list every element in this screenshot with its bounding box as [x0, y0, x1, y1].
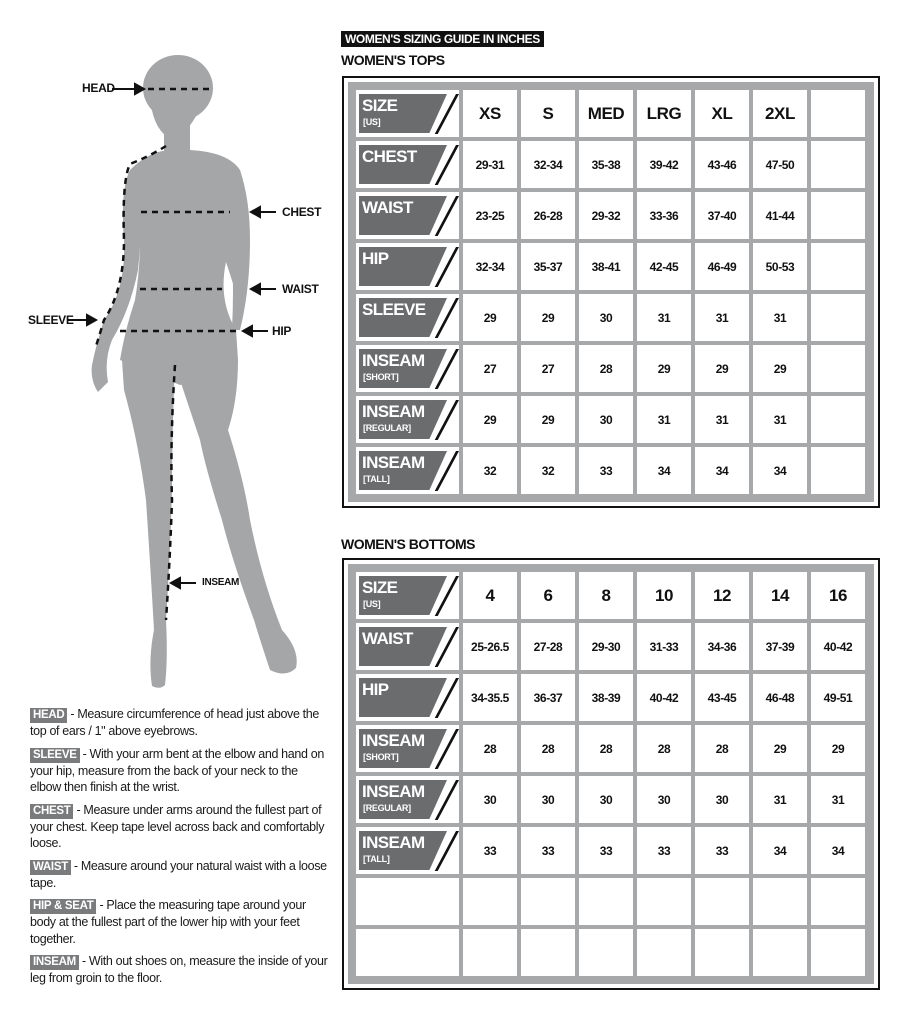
row-label-text: HIP — [362, 249, 389, 268]
measurement-cell: 30 — [579, 396, 633, 443]
measurement-cell: 40-42 — [811, 623, 865, 670]
measurement-cell — [695, 878, 749, 925]
bottoms-grid — [356, 572, 866, 976]
header-size-label — [356, 572, 459, 619]
row-label-text: SIZE — [362, 96, 398, 115]
measurement-cell — [811, 345, 865, 392]
measurement-instructions — [30, 706, 330, 993]
measurement-cell: 37-40 — [695, 192, 749, 239]
figure-label-inseam: INSEAM — [202, 577, 240, 588]
row-label-inseam — [356, 396, 459, 443]
measurement-cell: 38-39 — [579, 674, 633, 721]
instruction-chest: CHEST - Measure under arms around the fullest part of your chest. Keep tape level across back and comfortably loose. — [30, 802, 325, 850]
measurement-cell: 35-38 — [579, 141, 633, 188]
measurement-cell: 40-42 — [637, 674, 691, 721]
row-label-hip — [356, 243, 459, 290]
measurement-cell — [753, 929, 807, 976]
measurement-cell: 29 — [521, 294, 575, 341]
measurement-cell — [811, 141, 865, 188]
measurement-cell: 28 — [521, 725, 575, 772]
row-label-text: WAIST — [362, 198, 413, 217]
row-label-waist — [356, 623, 459, 670]
measurement-cell: 33 — [695, 827, 749, 874]
measurement-cell: 41-44 — [753, 192, 807, 239]
size-header-cell — [811, 90, 865, 137]
measurement-cell — [811, 243, 865, 290]
measurement-cell — [463, 878, 517, 925]
bottoms-size-table — [342, 558, 880, 990]
measurement-cell — [463, 929, 517, 976]
row-label-waist — [356, 192, 459, 239]
measurement-cell: 28 — [463, 725, 517, 772]
measurement-cell: 26-28 — [521, 192, 575, 239]
measurement-cell: 34 — [811, 827, 865, 874]
figure-label-hip: HIP — [272, 324, 292, 338]
measurement-cell: 33 — [579, 827, 633, 874]
measurement-cell: 27 — [521, 345, 575, 392]
measurement-cell: 34 — [753, 827, 807, 874]
size-header-cell: MED — [579, 90, 633, 137]
measurement-cell: 29 — [463, 396, 517, 443]
measurement-cell — [811, 929, 865, 976]
measurement-cell: 33 — [463, 827, 517, 874]
row-label-inseam — [356, 345, 459, 392]
figure-label-waist: WAIST — [282, 282, 319, 296]
measurement-cell: 27-28 — [521, 623, 575, 670]
measurement-cell: 32 — [521, 447, 575, 494]
row-label-hip — [356, 674, 459, 721]
measurement-cell: 29-32 — [579, 192, 633, 239]
measurement-cell: 30 — [695, 776, 749, 823]
measurement-cell: 42-45 — [637, 243, 691, 290]
measurement-cell — [637, 929, 691, 976]
silhouette-icon — [0, 40, 340, 700]
measurement-cell: 43-46 — [695, 141, 749, 188]
instruction-tag: HIP & SEAT — [30, 899, 96, 914]
measurement-cell: 36-37 — [521, 674, 575, 721]
figure-label-chest: CHEST — [282, 205, 322, 219]
instruction-inseam: INSEAM - With out shoes on, measure the inside of your leg from groin to the floor. — [30, 954, 328, 985]
measurement-cell: 32-34 — [521, 141, 575, 188]
body-measurement-figure — [0, 40, 340, 700]
measurement-cell: 47-50 — [753, 141, 807, 188]
instruction-tag: INSEAM — [30, 955, 79, 970]
row-label-inseam — [356, 776, 459, 823]
guide-title: WOMEN'S SIZING GUIDE IN INCHES — [341, 31, 544, 47]
row-label-inseam — [356, 725, 459, 772]
measurement-cell — [579, 878, 633, 925]
measurement-cell: 31 — [637, 396, 691, 443]
measurement-cell: 29 — [637, 345, 691, 392]
measurement-cell: 33-36 — [637, 192, 691, 239]
measurement-cell: 35-37 — [521, 243, 575, 290]
measurement-cell: 25-26.5 — [463, 623, 517, 670]
row-label-sub: [US] — [363, 117, 381, 127]
measurement-cell: 38-41 — [579, 243, 633, 290]
row-label-sub: [REGULAR] — [363, 423, 411, 433]
row-label-text: INSEAM — [362, 351, 425, 370]
row-label-sub: [SHORT] — [363, 752, 399, 762]
measurement-cell: 30 — [579, 776, 633, 823]
measurement-cell: 31 — [695, 294, 749, 341]
row-label-text: INSEAM — [362, 731, 425, 750]
measurement-cell — [811, 396, 865, 443]
measurement-cell: 34 — [637, 447, 691, 494]
size-header-cell: XL — [695, 90, 749, 137]
measurement-cell: 46-49 — [695, 243, 749, 290]
measurement-cell: 30 — [463, 776, 517, 823]
measurement-cell: 31 — [753, 396, 807, 443]
instruction-sleeve: SLEEVE - With your arm bent at the elbow and hand on your hip, measure from the back of your neck to the elbow then finish at the wrist. — [30, 746, 324, 794]
measurement-cell: 27 — [463, 345, 517, 392]
row-label-sub: [TALL] — [363, 474, 390, 484]
tops-title: WOMEN'S TOPS — [341, 52, 445, 68]
measurement-cell — [811, 294, 865, 341]
measurement-cell: 37-39 — [753, 623, 807, 670]
size-header-cell: 16 — [811, 572, 865, 619]
measurement-cell — [695, 929, 749, 976]
row-label-sub: [TALL] — [363, 854, 390, 864]
measurement-cell: 31 — [753, 294, 807, 341]
row-label-sub: [US] — [363, 599, 381, 609]
measurement-cell: 29 — [463, 294, 517, 341]
row-label-text: INSEAM — [362, 402, 425, 421]
size-header-cell: S — [521, 90, 575, 137]
row-label-text: SIZE — [362, 578, 398, 597]
row-label-sub: [SHORT] — [363, 372, 399, 382]
row-label-text: SLEEVE — [362, 300, 426, 319]
instruction-tag: SLEEVE — [30, 748, 80, 763]
measurement-cell: 34 — [753, 447, 807, 494]
measurement-cell: 32 — [463, 447, 517, 494]
row-label-empty — [356, 929, 459, 976]
figure-label-head: HEAD — [82, 81, 115, 95]
measurement-cell: 33 — [579, 447, 633, 494]
measurement-cell: 30 — [521, 776, 575, 823]
measurement-cell: 33 — [637, 827, 691, 874]
measurement-cell: 31 — [753, 776, 807, 823]
instruction-tag: WAIST — [30, 860, 71, 875]
measurement-cell: 28 — [695, 725, 749, 772]
measurement-cell: 46-48 — [753, 674, 807, 721]
row-label-text: INSEAM — [362, 453, 425, 472]
measurement-cell: 31 — [637, 294, 691, 341]
size-header-cell: 2XL — [753, 90, 807, 137]
measurement-cell: 29-30 — [579, 623, 633, 670]
size-header-cell: 6 — [521, 572, 575, 619]
measurement-cell: 29-31 — [463, 141, 517, 188]
tops-size-table — [342, 76, 880, 508]
instruction-head: HEAD - Measure circumference of head just above the top of ears / 1" above eyebrows. — [30, 707, 320, 738]
measurement-cell: 29 — [521, 396, 575, 443]
row-label-text: INSEAM — [362, 833, 425, 852]
measurement-cell — [579, 929, 633, 976]
instruction-tag: HEAD — [30, 708, 67, 723]
size-header-cell: 12 — [695, 572, 749, 619]
measurement-cell — [521, 929, 575, 976]
measurement-cell — [753, 878, 807, 925]
row-label-sub: [REGULAR] — [363, 803, 411, 813]
measurement-cell: 32-34 — [463, 243, 517, 290]
measurement-cell: 50-53 — [753, 243, 807, 290]
size-header-cell: 10 — [637, 572, 691, 619]
measurement-cell: 30 — [637, 776, 691, 823]
tops-grid — [356, 90, 866, 494]
measurement-cell — [811, 878, 865, 925]
instruction-tag: CHEST — [30, 804, 73, 819]
measurement-cell: 49-51 — [811, 674, 865, 721]
measurement-cell: 34-36 — [695, 623, 749, 670]
measurement-cell: 39-42 — [637, 141, 691, 188]
row-label-inseam — [356, 447, 459, 494]
row-label-text: HIP — [362, 680, 389, 699]
measurement-cell — [811, 447, 865, 494]
measurement-cell: 29 — [753, 345, 807, 392]
measurement-cell — [637, 878, 691, 925]
size-header-cell: 4 — [463, 572, 517, 619]
measurement-cell: 29 — [811, 725, 865, 772]
measurement-cell — [811, 192, 865, 239]
measurement-cell — [521, 878, 575, 925]
row-label-text: INSEAM — [362, 782, 425, 801]
measurement-cell: 28 — [637, 725, 691, 772]
row-label-text: WAIST — [362, 629, 413, 648]
header-size-label — [356, 90, 459, 137]
size-header-cell: XS — [463, 90, 517, 137]
instruction-waist: WAIST - Measure around your natural waist with a loose tape. — [30, 858, 327, 890]
measurement-cell: 28 — [579, 725, 633, 772]
measurement-cell: 31 — [695, 396, 749, 443]
measurement-cell: 31-33 — [637, 623, 691, 670]
bottoms-title: WOMEN'S BOTTOMS — [341, 536, 476, 552]
measurement-cell: 34 — [695, 447, 749, 494]
measurement-cell: 34-35.5 — [463, 674, 517, 721]
measurement-cell: 43-45 — [695, 674, 749, 721]
size-header-cell: LRG — [637, 90, 691, 137]
size-header-cell: 8 — [579, 572, 633, 619]
measurement-cell: 29 — [753, 725, 807, 772]
measurement-cell: 31 — [811, 776, 865, 823]
row-label-empty — [356, 878, 459, 925]
measurement-cell: 29 — [695, 345, 749, 392]
figure-label-sleeve: SLEEVE — [28, 313, 74, 327]
measurement-cell: 28 — [579, 345, 633, 392]
measurement-cell: 30 — [579, 294, 633, 341]
measurement-cell: 33 — [521, 827, 575, 874]
row-label-text: CHEST — [362, 147, 417, 166]
size-header-cell: 14 — [753, 572, 807, 619]
row-label-sleeve — [356, 294, 459, 341]
instruction-hip-seat: HIP & SEAT - Place the measuring tape around your body at the fullest part of the lower hip with your feet together. — [30, 898, 306, 946]
row-label-chest — [356, 141, 459, 188]
measurement-cell: 23-25 — [463, 192, 517, 239]
row-label-inseam — [356, 827, 459, 874]
